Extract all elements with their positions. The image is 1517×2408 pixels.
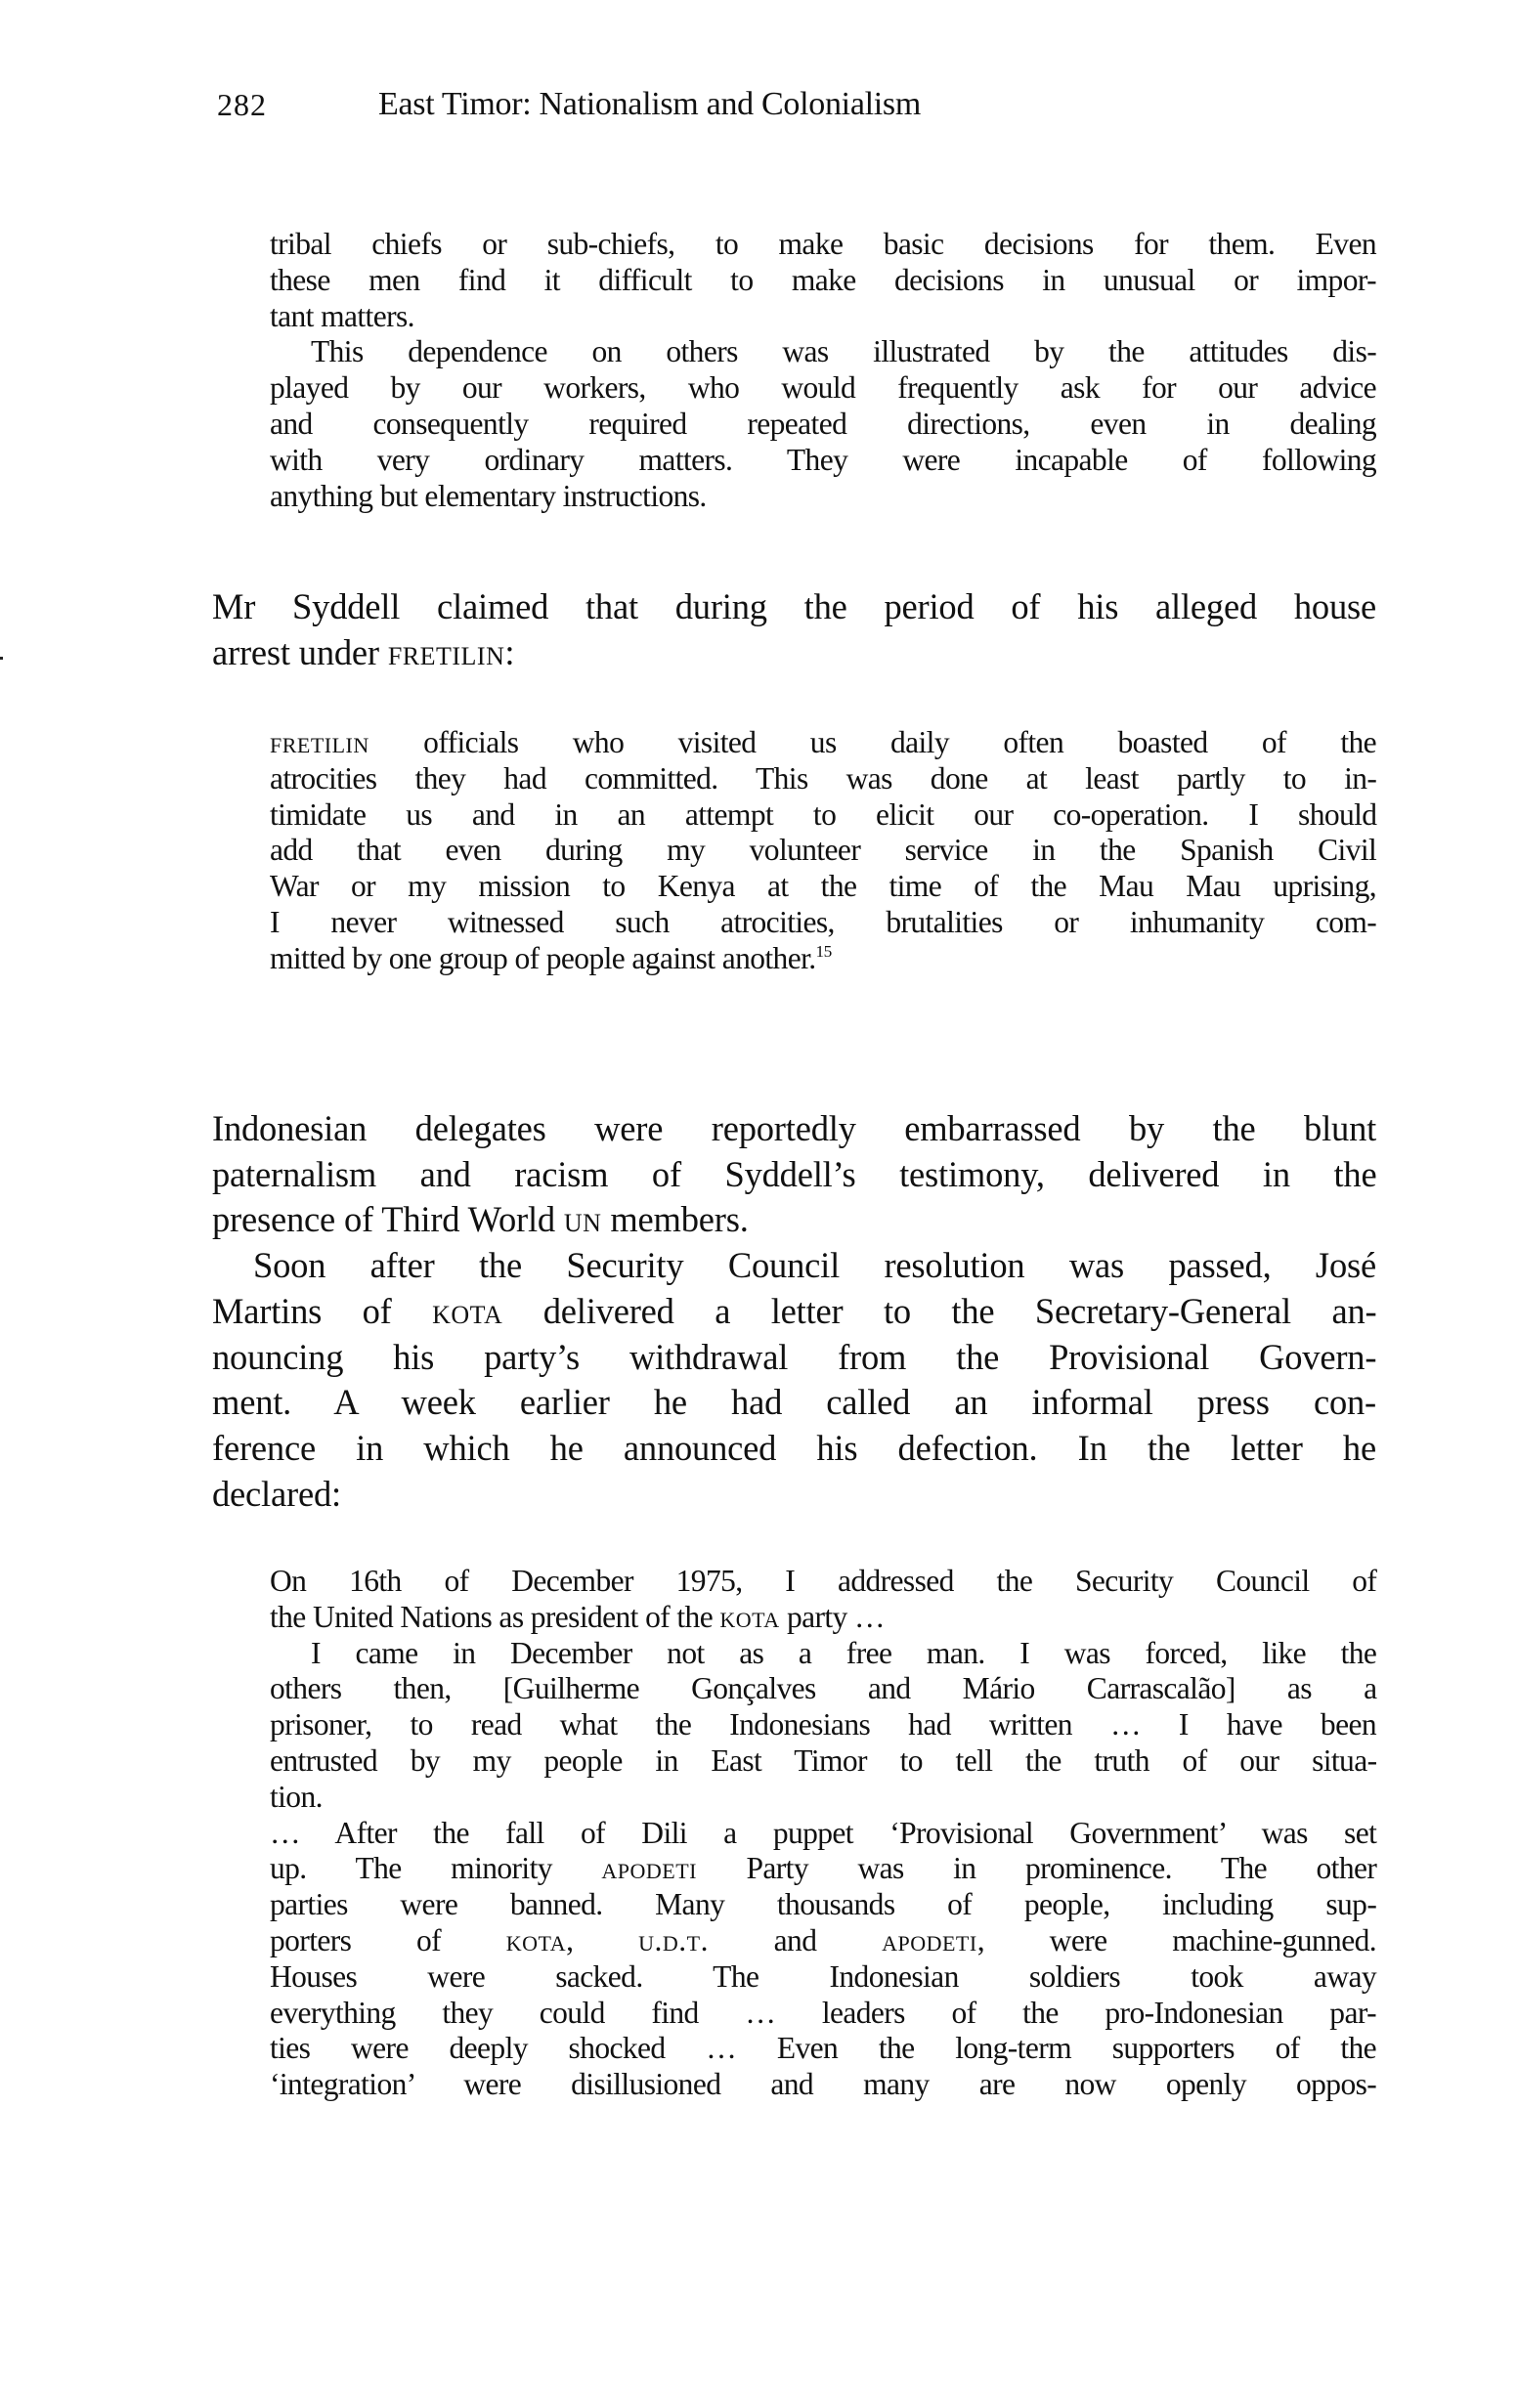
- quote-line: I came in December not as a free man. I was forced, like the: [311, 1635, 1377, 1670]
- quote-line: played by our workers, who would frequently ask for our advice: [270, 370, 1376, 406]
- quote-text: , were machine-gunned.: [976, 1922, 1376, 1957]
- quote-text: party …: [779, 1599, 885, 1634]
- body-line: [212, 630, 1376, 676]
- quote-line: On 16th of December 1975, I addressed the Security Council of: [270, 1564, 1377, 1598]
- small-caps-acronym: kota: [432, 1290, 503, 1331]
- quote-text: officials who visited us daily often boasted of the: [368, 725, 1376, 759]
- quote-line: atrocities they had committed. This was done at least partly to in-: [270, 760, 1377, 796]
- paragraph-syddell-claim: [212, 584, 1376, 675]
- quote-line: others then, [Guilherme Gonçalves and Mário Carrascalão] as a: [270, 1671, 1377, 1706]
- body-line: ference in which he announced his defection. In the letter he: [212, 1427, 1376, 1468]
- quote-text: and: [708, 1922, 883, 1957]
- body-line: [212, 1197, 1376, 1243]
- body-line: nouncing his party’s withdrawal from the Provisional Govern-: [212, 1336, 1377, 1377]
- small-caps-acronym: un: [563, 1199, 602, 1240]
- page-number: 282: [217, 87, 267, 122]
- quote-line: tant matters.: [270, 298, 414, 333]
- quote-text: Party was in prominence. The other: [696, 1851, 1377, 1886]
- small-caps-acronym: kota: [505, 1922, 567, 1957]
- quote-text: porters of: [270, 1922, 506, 1957]
- block-quote-workers: [270, 227, 1376, 514]
- block-quote-fretilin: [270, 725, 1376, 977]
- body-line: [212, 1289, 1376, 1335]
- quote-line: timidate us and in an attempt to elicit our co-operation. I should: [270, 796, 1377, 832]
- body-text: delivered a letter to the Secretary-General an-: [502, 1290, 1377, 1331]
- quote-line: [270, 1600, 1376, 1636]
- quote-line: … After the fall of Dili a puppet ‘Provisional Government’ was set: [270, 1815, 1377, 1850]
- body-line: paternalism and racism of Syddell’s testimony, delivered in the: [212, 1153, 1377, 1194]
- scan-artifact-mark: [0, 657, 3, 660]
- quote-line: these men find it difficult to make decisions in unusual or impor-: [270, 262, 1376, 297]
- quote-line: tribal chiefs or sub-chiefs, to make basic decisions for them. Even: [270, 227, 1376, 261]
- block-quote-martins-letter: [270, 1564, 1376, 2103]
- body-line: Mr Syddell claimed that during the period of his alleged house: [212, 586, 1376, 626]
- quote-text: mitted by one group of people against another.: [270, 940, 816, 975]
- body-line: ment. A week earlier he had called an informal press con-: [212, 1382, 1376, 1423]
- quote-line: [270, 941, 1376, 977]
- quote-line: tion.: [270, 1779, 323, 1814]
- body-line: Soon after the Security Council resolution was passed, José: [253, 1245, 1376, 1286]
- quote-line: add that even during my volunteer service in the Spanish Civil: [270, 833, 1377, 868]
- body-text: members.: [601, 1199, 749, 1240]
- body-text: Martins of: [212, 1290, 433, 1331]
- quote-text: ,: [566, 1922, 639, 1957]
- quote-line: parties were banned. Many thousands of people, including sup-: [270, 1887, 1377, 1922]
- quote-line: prisoner, to read what the Indonesians had written … I have been: [270, 1707, 1376, 1742]
- footnote-reference[interactable]: 15: [815, 941, 832, 961]
- running-head-title: East Timor: Nationalism and Colonialism: [378, 86, 921, 122]
- quote-line: Houses were sacked. The Indonesian soldiers took away: [270, 1958, 1376, 1994]
- quote-line: anything but elementary instructions.: [270, 478, 707, 513]
- body-text: :: [504, 631, 515, 672]
- quote-line: ties were deeply shocked … Even the long-term supporters of the: [270, 2031, 1376, 2066]
- small-caps-acronym: apodeti: [601, 1851, 697, 1886]
- quote-line: entrusted by my people in East Timor to tell the truth of our situa-: [270, 1742, 1377, 1778]
- body-text: presence of Third World: [212, 1199, 564, 1240]
- small-caps-acronym: fretilin: [387, 631, 505, 672]
- small-caps-acronym: kota: [719, 1599, 780, 1634]
- small-caps-acronym: fretilin: [270, 725, 369, 759]
- quote-text: up. The minority: [270, 1851, 602, 1886]
- quote-line: War or my mission to Kenya at the time of the Mau Mau uprising,: [270, 869, 1377, 904]
- body-text: arrest under: [212, 631, 388, 672]
- quote-line: ‘integration’ were disillusioned and many are now openly oppos-: [270, 2067, 1377, 2102]
- running-head: [217, 80, 1380, 129]
- quote-line: [270, 1923, 1376, 1959]
- quote-line: I never witnessed such atrocities, brutalities or inhumanity com-: [270, 904, 1377, 939]
- quote-line: with very ordinary matters. They were incapable of following: [270, 442, 1377, 477]
- quote-line: [270, 1851, 1376, 1887]
- paragraph-indonesian-delegates: [212, 1106, 1376, 1517]
- body-line: declared:: [212, 1473, 341, 1514]
- quote-line: and consequently required repeated directions, even in dealing: [270, 406, 1376, 441]
- quote-text: the United Nations as president of the: [270, 1599, 720, 1634]
- body-line: Indonesian delegates were reportedly embarrassed by the blunt: [212, 1108, 1377, 1148]
- quote-line: everything they could find … leaders of the pro-Indonesian par-: [270, 1995, 1376, 2030]
- quote-line: [270, 725, 1376, 761]
- small-caps-acronym: apodeti: [882, 1922, 977, 1957]
- quote-line: This dependence on others was illustrated by the attitudes dis-: [311, 334, 1377, 369]
- small-caps-acronym: u.d.t.: [638, 1922, 709, 1957]
